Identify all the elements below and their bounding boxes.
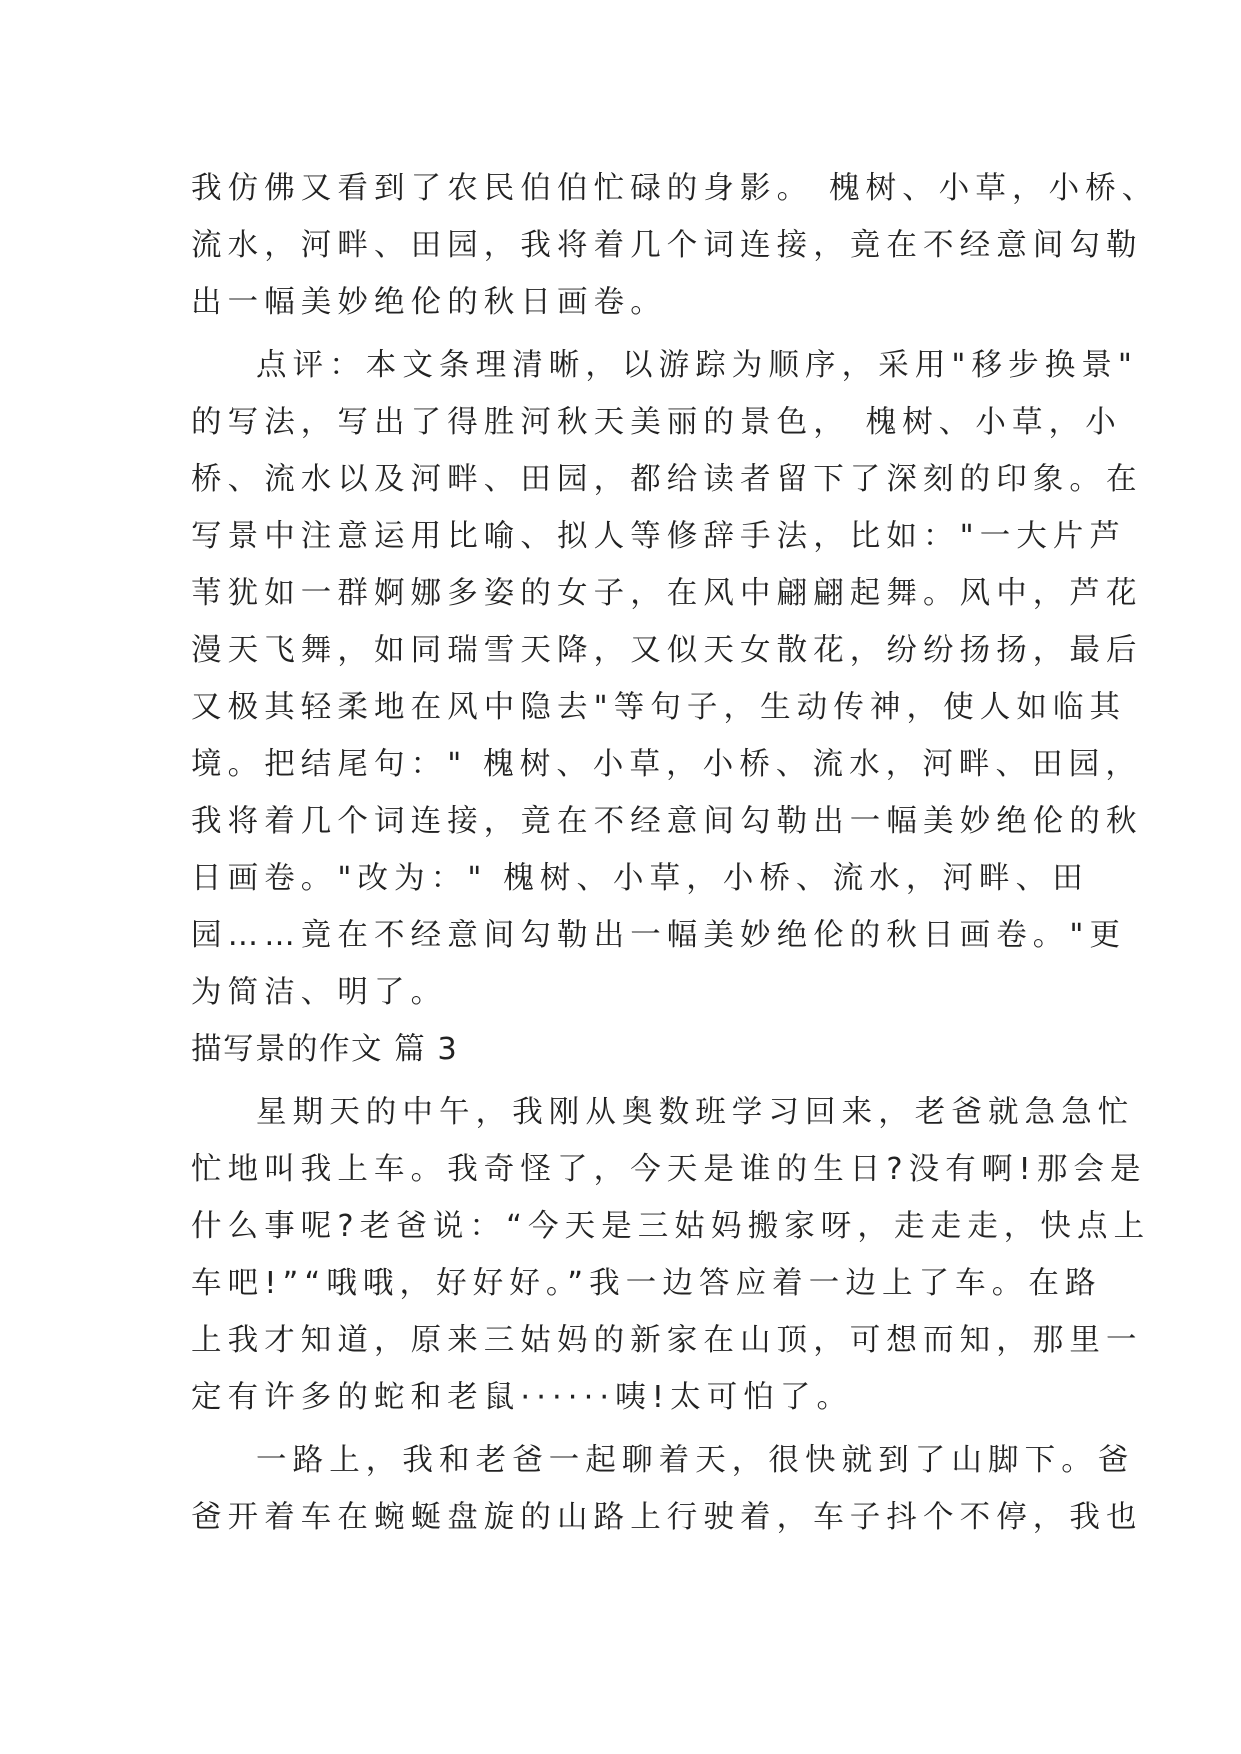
paragraph-line: 园……竟在不经意间勾勒出一幅美妙绝伦的秋日画卷。"更 xyxy=(191,918,1127,953)
paragraph-line: 的写法，写出了得胜河秋天美丽的景色， 槐树、小草，小 xyxy=(191,405,1122,440)
paragraph-line: 桥、流水以及河畔、田园，都给读者留下了深刻的印象。在 xyxy=(191,462,1143,497)
paragraph-line: 为简洁、明了。 xyxy=(191,975,448,1010)
paragraph-line: 星期天的中午，我刚从奥数班学习回来，老爸就急急忙 xyxy=(256,1095,1135,1130)
paragraph-line: 爸开着车在蜿蜒盘旋的山路上行驶着，车子抖个不停，我也 xyxy=(191,1500,1143,1535)
paragraph-line: 上我才知道，原来三姑妈的新家在山顶，可想而知，那里一 xyxy=(191,1323,1143,1358)
paragraph-line: 一路上，我和老爸一起聊着天，很快就到了山脚下。爸 xyxy=(256,1443,1135,1478)
paragraph-line: 苇犹如一群婀娜多姿的女子，在风中翩翩起舞。风中，芦花 xyxy=(191,576,1143,611)
paragraph-line: 流水，河畔、田园，我将着几个词连接，竟在不经意间勾勒 xyxy=(191,228,1143,263)
paragraph-line: 点评：本文条理清晰，以游踪为顺序，采用"移步换景" xyxy=(256,348,1139,383)
section-heading: 描写景的作文 篇 3 xyxy=(191,1032,459,1067)
paragraph-line: 漫天飞舞，如同瑞雪天降，又似天女散花，纷纷扬扬，最后 xyxy=(191,633,1143,668)
paragraph-line: 又极其轻柔地在风中隐去"等句子，生动传神，使人如临其 xyxy=(191,690,1127,725)
paragraph-line: 出一幅美妙绝伦的秋日画卷。 xyxy=(191,285,667,320)
paragraph-line: 写景中注意运用比喻、拟人等修辞手法，比如："一大片芦 xyxy=(191,519,1127,554)
paragraph-line: 我将着几个词连接，竟在不经意间勾勒出一幅美妙绝伦的秋 xyxy=(191,804,1143,839)
paragraph-line: 境。把结尾句：" 槐树、小草，小桥、流水，河畔、田园， xyxy=(191,747,1142,782)
paragraph-line: 什么事呢?老爸说：“今天是三姑妈搬家呀，走走走，快点上 xyxy=(191,1209,1151,1244)
paragraph-line: 车吧!”“哦哦，好好好。”我一边答应着一边上了车。在路 xyxy=(191,1266,1102,1301)
paragraph-line: 日画卷。"改为：" 槐树、小草，小桥、流水，河畔、田 xyxy=(191,861,1089,896)
paragraph-line: 我仿佛又看到了农民伯伯忙碌的身影。 槐树、小草，小桥、 xyxy=(191,171,1159,206)
paragraph-line: 定有许多的蛇和老鼠······咦!太可怕了。 xyxy=(191,1380,854,1415)
paragraph-line: 忙地叫我上车。我奇怪了，今天是谁的生日?没有啊!那会是 xyxy=(191,1152,1147,1187)
